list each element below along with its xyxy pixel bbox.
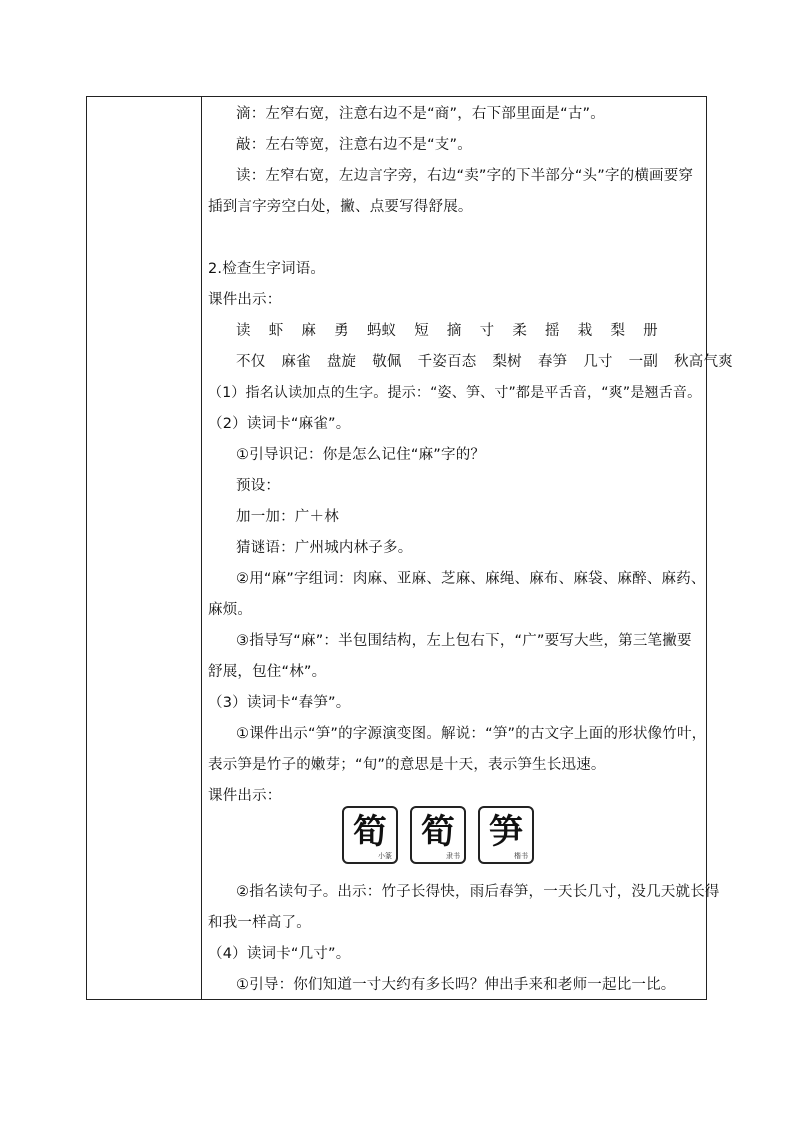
new-word: 秋高气爽 [674,354,733,370]
text-line: 滴：左窄右宽，注意右边不是“商”，右下部里面是“古”。 [236,106,605,122]
new-char: 勇 [334,323,349,339]
text-line: 加一加：广＋林 [236,509,339,525]
new-char: 摇 [545,323,560,339]
new-word: 春笋 [537,354,568,370]
text-line: 舒展，包住“林”。 [208,664,327,680]
new-char: 短 [414,323,429,339]
text-line: 敲：左右等宽，注意右边不是“支”。 [236,137,472,153]
text-line: （4）读词卡“几寸”。 [208,946,351,962]
text-line: 和我一样高了。 [208,915,311,931]
regular-script-card [478,806,534,864]
text-line: 表示笋是竹子的嫩芽；“旬”的意思是十天，表示笋生长迅速。 [208,757,606,773]
clerical-script-card [410,806,466,864]
new-char: 栽 [577,323,593,339]
text-line: 预设： [236,478,281,494]
glyph-caption: 楷书 [514,852,528,860]
new-word: 几寸 [583,354,613,370]
new-word: 麻雀 [281,354,311,370]
text-line: ①引导识记：你是怎么记住“麻”字的？ [236,447,486,463]
table-column-divider [201,96,202,1000]
section-heading: 2.检查生字词语。 [208,261,326,277]
new-char: 蚂蚁 [366,323,397,339]
text-line: ①引导：你们知道一寸大约有多长吗？伸出手来和老师一起比一比。 [236,977,676,993]
text-line: ②用“麻”字组词：肉麻、亚麻、芝麻、麻绳、麻布、麻袋、麻醉、麻药、 [236,571,706,587]
new-char: 虾 [268,323,284,339]
glyph: 筍 [353,812,387,852]
text-line: ③指导写“麻”：半包围结构，左上包右下，“广”要写大些，第三笔撇要 [236,633,692,649]
text-line: 课件出示： [208,292,282,308]
new-word: 一副 [628,354,659,370]
text-line: 麻烦。 [208,602,253,618]
new-char: 柔 [512,323,528,339]
new-char: 寸 [479,323,495,339]
new-word: 不仅 [236,354,266,370]
text-line: （1）指名认读加点的生字。提示：“姿、笋、寸”都是平舌音，“爽”是翘舌音。 [208,385,702,401]
text-line: ②指名读句子。出示：竹子长得快，雨后春笋，一天长几寸，没几天就长得 [236,884,720,900]
new-characters-row [236,321,704,341]
new-word: 千姿百态 [417,354,477,370]
new-word: 盘旋 [326,354,357,370]
new-char: 摘 [446,323,462,339]
text-line: 课件出示： [208,788,282,804]
text-line: 猜谜语：广州城内林子多。 [236,540,413,556]
text-line: （2）读词卡“麻雀”。 [208,416,351,432]
new-word: 敬佩 [372,354,402,370]
glyph-caption: 小篆 [378,852,392,860]
new-word: 梨树 [492,354,522,370]
glyph: 筍 [421,812,455,852]
character-evolution-figure [340,806,540,872]
text-line: （3）读词卡“春笋”。 [208,695,351,711]
new-words-row [236,352,733,372]
new-char: 册 [643,323,658,339]
new-char: 梨 [610,323,626,339]
text-line: 读：左窄右宽，左边言字旁，右边“卖”字的下半部分“头”字的横画要穿 [236,168,694,184]
new-char: 麻 [301,323,317,339]
text-line: 插到言字旁空白处，撇、点要写得舒展。 [208,199,473,215]
glyph: 笋 [489,812,523,852]
seal-script-card [342,806,398,864]
glyph-caption: 隶书 [446,852,460,860]
new-char: 读 [236,323,251,339]
text-line: ①课件出示“笋”的字源演变图。解说：“笋”的古文字上面的形状像竹叶， [236,726,707,742]
